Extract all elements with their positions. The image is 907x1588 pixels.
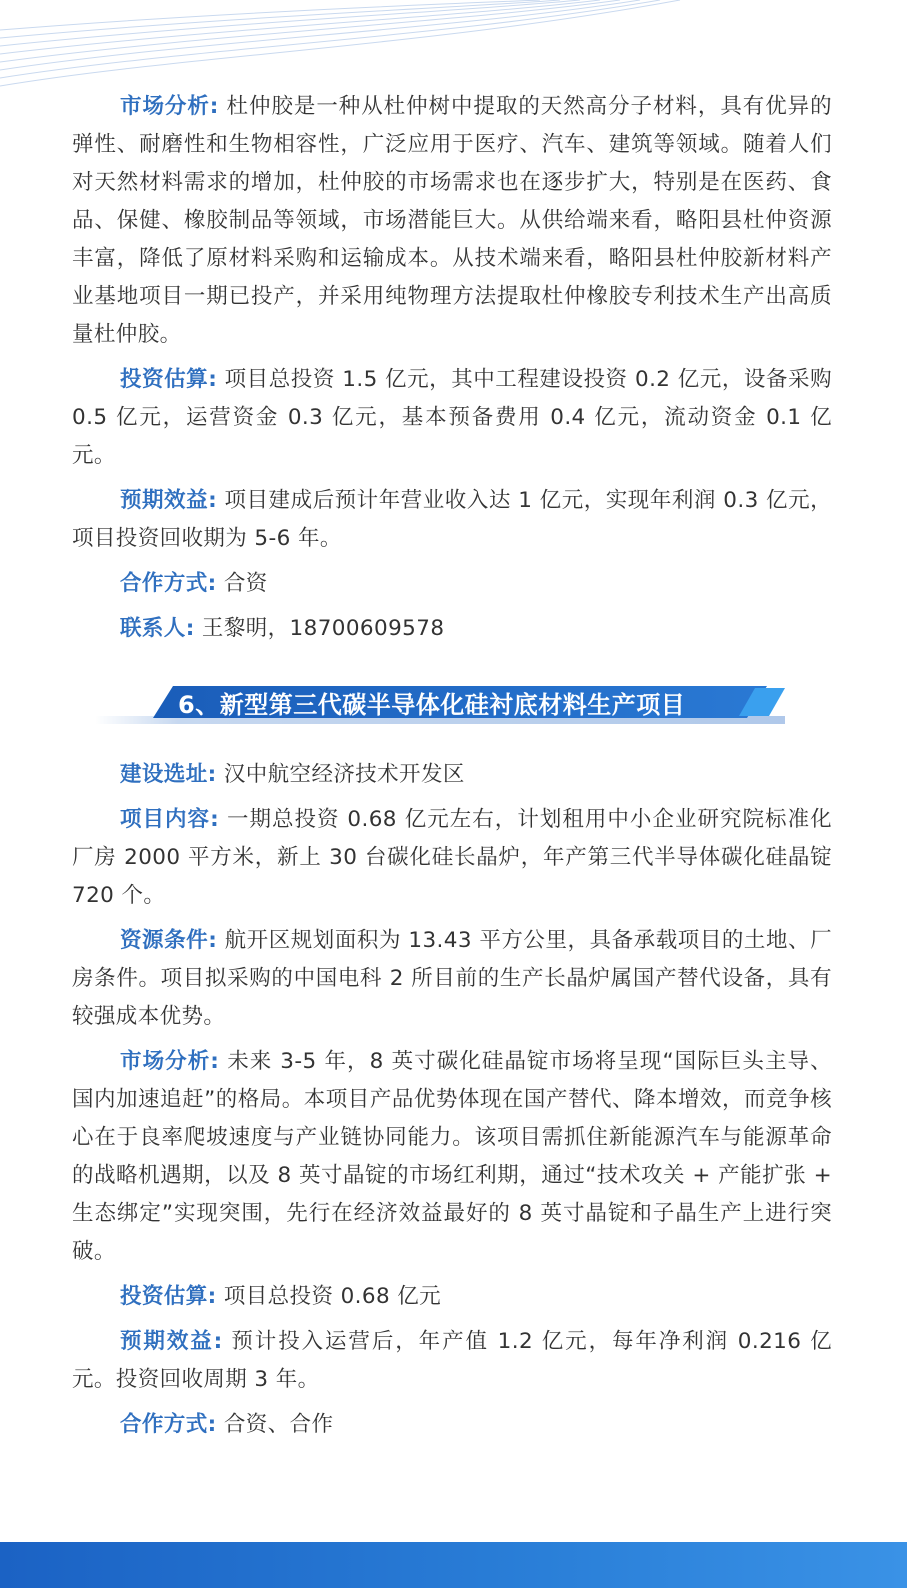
paragraph-market-analysis [72, 88, 832, 354]
field-text: 汉中航空经济技术开发区 [216, 762, 465, 787]
field-label: 预期效益: [120, 1329, 223, 1354]
field-label: 项目内容: [120, 807, 220, 832]
field-text: 王黎明，18700609578 [194, 616, 445, 641]
field-label: 投资估算: [120, 367, 218, 392]
document-content [72, 88, 832, 1451]
field-label: 合作方式: [120, 571, 217, 596]
paragraph-cooperation-mode [72, 1406, 832, 1444]
field-text: 合资 [216, 571, 268, 596]
field-label: 市场分析: [120, 94, 219, 119]
paragraph-investment-estimate [72, 361, 832, 475]
footer-bar [0, 1542, 907, 1588]
field-text: 未来 3-5 年，8 英寸碳化硅晶锭市场将呈现“国际巨头主导、国内加速追赶”的格局。本项目产品优势体现在国产替代、降本增效，而竞争核心在于良率爬坡速度与产业链协同能力。该项目需抓住新能源汽车与能源革命的战略机遇期，以及 8 英寸晶锭的市场红利期，通过“技术攻关 + 产能扩张 + 生态绑定”实现突围，先行在经济效益最好的 8 英寸晶锭和子晶生产上进行突破。 [72, 1049, 832, 1264]
field-label: 投资估算: [120, 1284, 217, 1309]
field-text: 杜仲胶是一种从杜仲树中提取的天然高分子材料，具有优异的弹性、耐磨性和生物相容性，广泛应用于医疗、汽车、建筑等领域。随着人们对天然材料需求的增加，杜仲胶的市场需求也在逐步扩大，特别是在医药、食品、保健、橡胶制品等领域，市场潜能巨大。从供给端来看，略阳县杜仲资源丰富，降低了原材料采购和运输成本。从技术端来看，略阳县杜仲胶新材料产业基地项目一期已投产，并采用纯物理方法提取杜仲橡胶专利技术生产出高质量杜仲胶。 [72, 94, 832, 347]
field-label: 联系人: [120, 616, 195, 641]
field-text: 预计投入运营后，年产值 1.2 亿元，每年净利润 0.216 亿元。投资回收周期 3 年。 [72, 1329, 832, 1392]
decorative-wave-lines [0, 0, 907, 90]
field-text: 合资、合作 [216, 1412, 334, 1437]
field-label: 合作方式: [120, 1412, 217, 1437]
field-label: 预期效益: [120, 488, 218, 513]
paragraph-investment-estimate [72, 1278, 832, 1316]
section-title: 6、新型第三代碳半导体化硅衬底材料生产项目 [178, 691, 686, 719]
field-text: 项目总投资 1.5 亿元，其中工程建设投资 0.2 亿元，设备采购 0.5 亿元，运营资金 0.3 亿元，基本预备费用 0.4 亿元，流动资金 0.1 亿元。 [72, 367, 832, 468]
field-text: 航开区规划面积为 13.43 平方公里，具备承载项目的土地、厂房条件。项目拟采购的中国电科 2 所目前的生产长晶炉属国产替代设备，具有较强成本优势。 [72, 928, 832, 1029]
paragraph-resource-conditions [72, 922, 832, 1036]
paragraph-project-content [72, 801, 832, 915]
paragraph-site [72, 756, 832, 794]
section-market-gutta [72, 88, 832, 648]
field-text: 项目总投资 0.68 亿元 [216, 1284, 442, 1309]
field-text: 一期总投资 0.68 亿元左右，计划租用中小企业研究院标准化厂房 2000 平方米，新上 30 台碳化硅长晶炉，年产第三代半导体碳化硅晶锭 720 个。 [72, 807, 832, 908]
paragraph-market-analysis [72, 1043, 832, 1271]
field-text: 项目建成后预计年营业收入达 1 亿元，实现年利润 0.3 亿元，项目投资回收期为 5-6 年。 [72, 488, 832, 551]
field-label: 建设选址: [120, 762, 217, 787]
field-label: 资源条件: [120, 928, 218, 953]
field-label: 市场分析: [120, 1049, 220, 1074]
paragraph-contact [72, 610, 832, 648]
paragraph-expected-benefit [72, 1323, 832, 1399]
section-sic-project [72, 756, 832, 1444]
section-heading [0, 678, 907, 730]
paragraph-expected-benefit [72, 482, 832, 558]
paragraph-cooperation-mode [72, 565, 832, 603]
